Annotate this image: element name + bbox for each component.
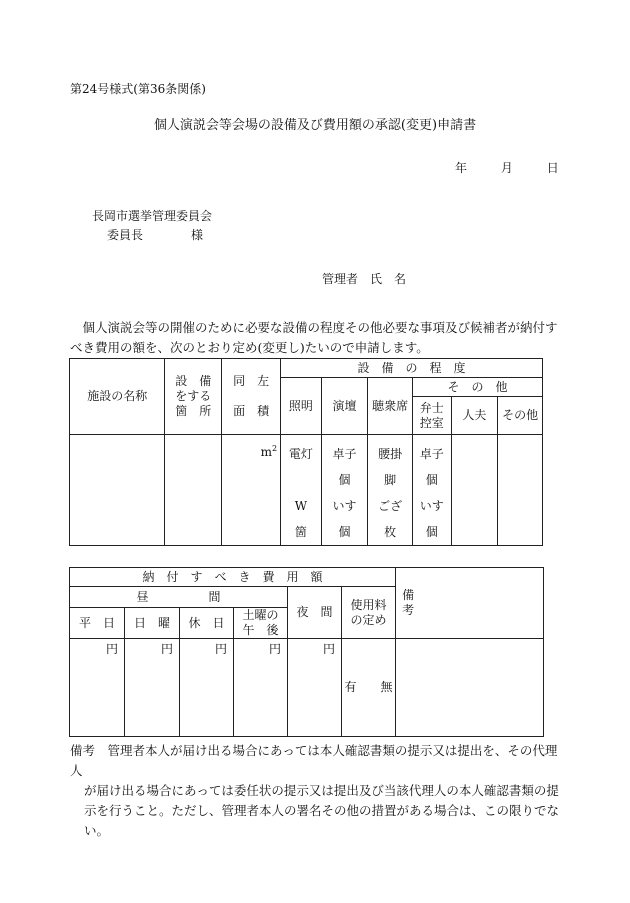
daytime-header: 昼 間: [70, 587, 288, 608]
remarks-cell[interactable]: [396, 639, 544, 737]
form-number: 第24号様式(第36条関係): [70, 82, 206, 96]
date-day: 日: [546, 161, 559, 175]
night-header: 夜 間: [288, 587, 342, 639]
others-cell[interactable]: [498, 435, 543, 546]
lawyer-room-header: 弁士 控室: [412, 397, 451, 435]
others-header: その他: [498, 397, 543, 435]
equip-place-header: 設 備 をする 箇 所: [165, 359, 222, 435]
remarks-header: 備 考: [396, 568, 544, 639]
holiday-fee-cell[interactable]: 円: [180, 639, 234, 737]
date-month: 月: [500, 161, 513, 175]
application-body: 個人演説会等の開催のために必要な設備の程度その他必要な事項及び候補者が納付すべき費用の額を、次のとおり定め(変更し)たいので申請します。: [70, 320, 558, 355]
workers-cell[interactable]: [451, 435, 498, 546]
facility-name-header: 施設の名称: [70, 359, 165, 435]
usage-fee-presence-cell[interactable]: 有 無: [342, 639, 396, 737]
addressee-title: 委員長 様: [107, 228, 204, 242]
weekday-fee-cell[interactable]: 円: [70, 639, 125, 737]
manager-name-label: 管理者 氏 名: [322, 272, 407, 286]
equipment-table: [69, 358, 543, 546]
note-label: 備考: [70, 743, 96, 758]
other-header: そ の 他: [412, 378, 542, 397]
saturday-pm-header: 土曜の 午 後: [234, 608, 288, 639]
addressee-org: 長岡市選挙管理委員会: [92, 209, 213, 223]
weekday-header: 平 日: [70, 608, 125, 639]
fee-table: [69, 567, 571, 737]
audience-cell[interactable]: 腰掛 脚 ござ 枚: [368, 435, 413, 546]
lighting-header: 照明: [281, 378, 322, 435]
stage-cell[interactable]: 卓子 個 いす 個: [321, 435, 368, 546]
holiday-header: 休 日: [180, 608, 234, 639]
usage-fee-header: 使用料 の定め: [342, 587, 396, 639]
date-year: 年: [455, 161, 468, 175]
saturday-fee-cell[interactable]: 円: [234, 639, 288, 737]
fee-header: 納 付 す べ き 費 用 額: [70, 568, 396, 587]
audience-header: 聴衆席: [368, 378, 413, 435]
same-area-header: 同 左 面 積: [222, 359, 281, 435]
note-line1: 管理者本人が届け出る場合にあっては本人確認書類の提示又は提出を、その代理人: [70, 743, 558, 778]
sunday-fee-cell[interactable]: 円: [125, 639, 180, 737]
night-fee-cell[interactable]: 円: [288, 639, 342, 737]
remarks-note: [70, 741, 560, 841]
area-cell[interactable]: $m^2$: [222, 435, 281, 546]
workers-header: 人夫: [451, 397, 498, 435]
lighting-cell[interactable]: 電灯 W 箇: [281, 435, 322, 546]
document-title: 個人演説会等会場の設備及び費用額の承認(変更)申請書: [153, 118, 477, 133]
facility-name-cell[interactable]: [70, 435, 165, 546]
equipment-level-header: 設 備 の 程 度: [281, 359, 543, 378]
stage-header: 演壇: [321, 378, 368, 435]
equip-place-cell[interactable]: [165, 435, 222, 546]
lawyer-room-cell[interactable]: 卓子 個 いす 個: [412, 435, 451, 546]
note-rest: が届け出る場合にあっては委任状の提示又は提出及び当該代理人の本人確認書類の提示を行うこと。ただし、管理者本人の署名その他の措置がある場合は、この限りでない。: [84, 783, 560, 838]
date-line: [455, 159, 559, 176]
sunday-header: 日 曜: [125, 608, 180, 639]
